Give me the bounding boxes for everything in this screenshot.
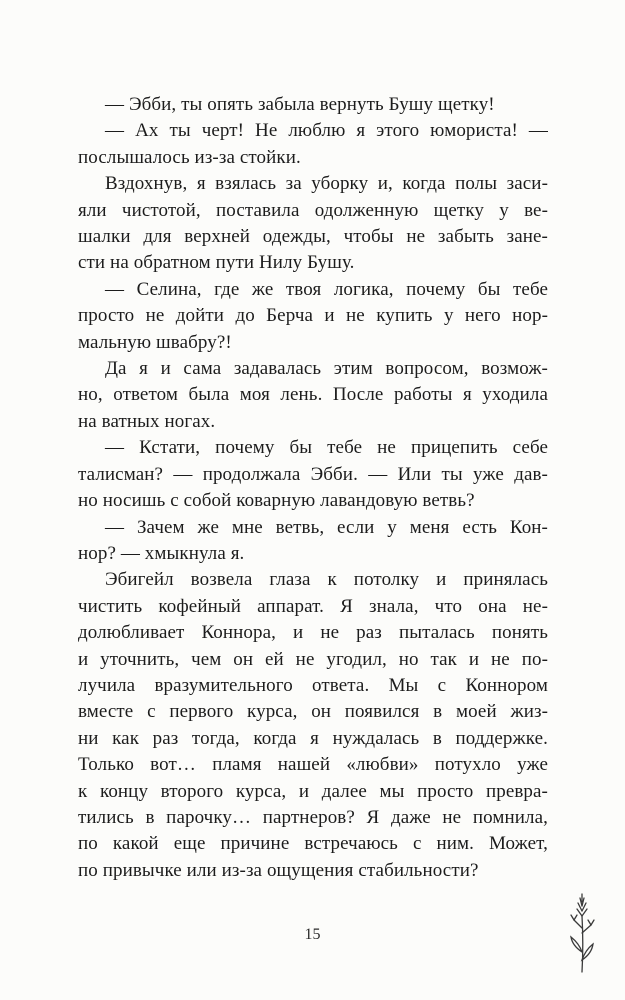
text-line: яли чистотой, поставила одолженную щетку у ве- — [78, 199, 548, 221]
lavender-sprig-icon — [561, 892, 603, 974]
text-line: Вздохнув, я взялась за уборку и, когда полы заси- — [105, 173, 548, 195]
paragraph — [78, 567, 548, 884]
text-line: тились в парочку… партнеров? Я даже не помнила, — [78, 806, 548, 828]
paragraph — [78, 171, 548, 277]
page-number: 15 — [304, 926, 321, 943]
page-text — [78, 92, 548, 884]
text-line: просто не дойти до Берча и не купить у него нор- — [78, 305, 548, 327]
text-line: — Кстати, почему бы тебе не прицепить себе — [105, 437, 548, 459]
text-line: но, ответом была моя лень. После работы я уходила — [78, 384, 548, 406]
paragraph — [78, 515, 548, 568]
text-line: но носишь с собой коварную лавандовую ветвь? — [78, 490, 475, 512]
paragraph — [78, 356, 548, 435]
text-line: послышалось из-за стойки. — [78, 146, 301, 168]
text-line: мальную швабру?! — [78, 331, 232, 353]
text-line: по какой еще причине встречаюсь с ним. Может, — [78, 833, 548, 855]
text-line: вместе с первого курса, он появился в моей жиз- — [78, 701, 548, 723]
text-line: долюбливает Коннора, и не раз пыталась понять — [78, 622, 548, 644]
text-line: шалки для верхней одежды, чтобы не забыть зане- — [78, 226, 548, 248]
text-line: чистить кофейный аппарат. Я знала, что она не- — [78, 595, 548, 617]
text-line: Эбигейл возвела глаза к потолку и принялась — [105, 569, 548, 591]
text-line: и уточнить, чем он ей не угодил, но так и не по- — [78, 648, 548, 670]
paragraph — [78, 435, 548, 514]
text-line: нор? — хмыкнула я. — [78, 542, 245, 564]
text-line: к концу второго курса, и далее мы просто превра- — [78, 780, 548, 802]
text-line: — Зачем же мне ветвь, если у меня есть Кон- — [105, 516, 548, 538]
text-line: Да я и сама задавалась этим вопросом, возмож- — [105, 358, 548, 380]
paragraph — [78, 118, 548, 171]
text-line: талисман? — продолжала Эбби. — Или ты уже дав- — [78, 463, 548, 485]
text-line: — Селина, где же твоя логика, почему бы тебе — [105, 278, 548, 300]
paragraph — [78, 277, 548, 356]
text-line: лучила вразумительного ответа. Мы с Коннором — [78, 674, 548, 696]
text-line: Только вот… пламя нашей «любви» потухло уже — [78, 754, 548, 776]
text-line: ни как раз тогда, когда я нуждалась в поддержке. — [78, 727, 548, 749]
paragraph — [78, 92, 548, 118]
text-line: по привычке или из-за ощущения стабильности? — [78, 859, 479, 881]
text-line: — Ах ты черт! Не люблю я этого юмориста! — — [105, 120, 548, 142]
text-line: сти на обратном пути Нилу Бушу. — [78, 252, 355, 274]
text-line: — Эбби, ты опять забыла вернуть Бушу щетку! — [105, 94, 495, 115]
text-line: на ватных ногах. — [78, 410, 216, 432]
